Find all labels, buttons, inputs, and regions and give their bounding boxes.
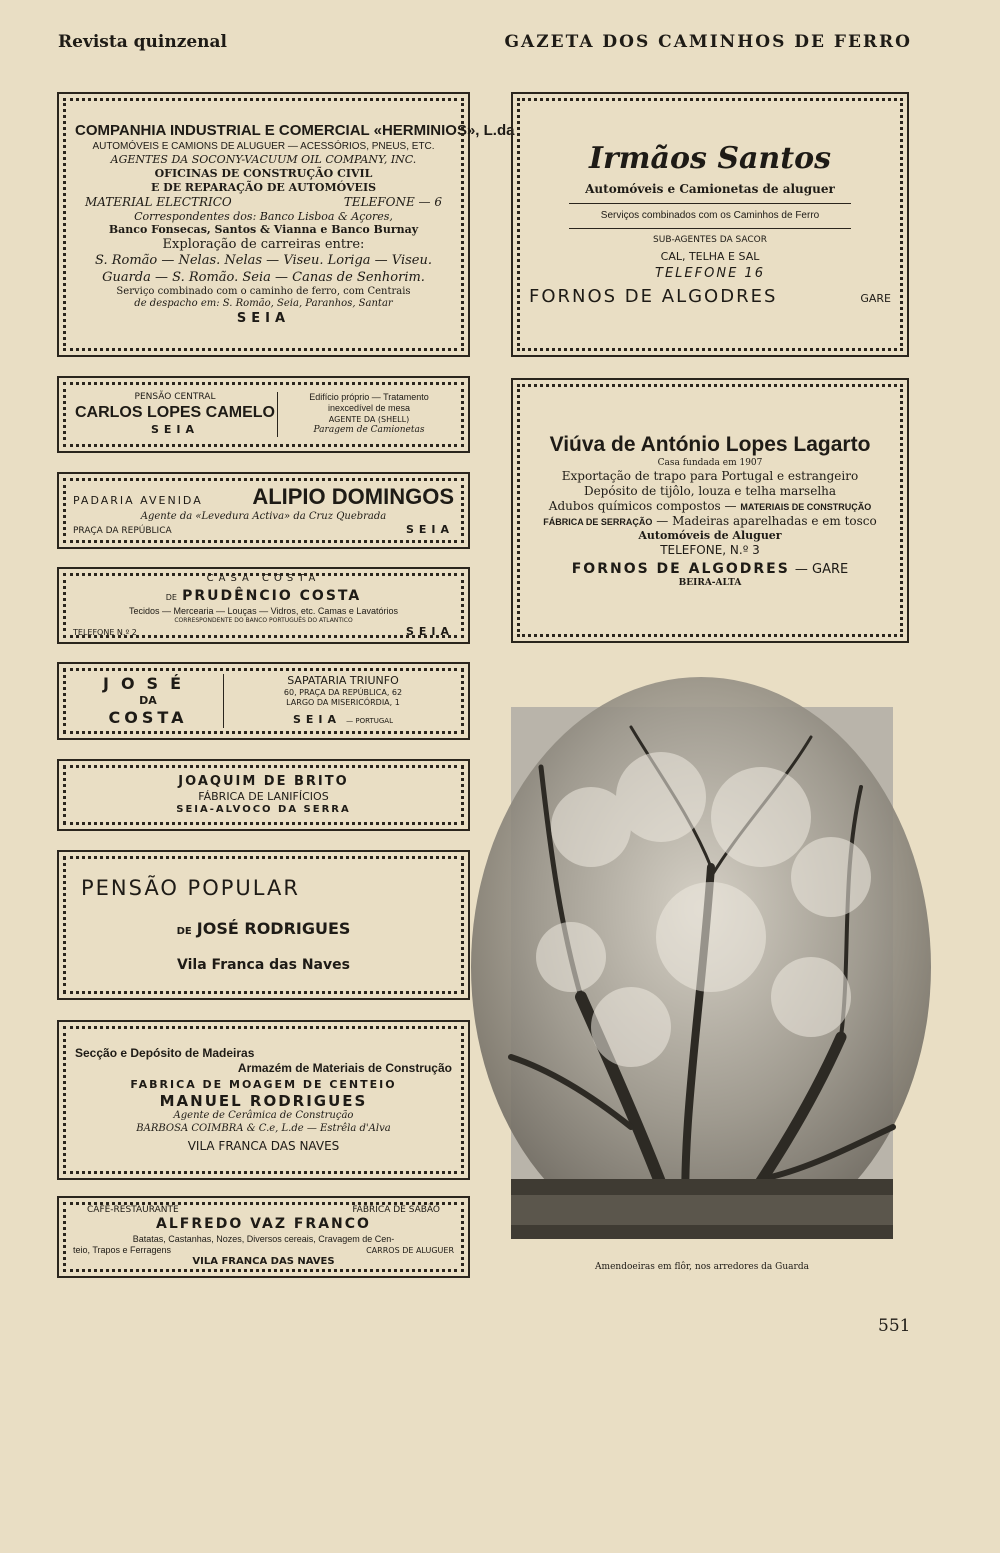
ad-city: SEIA (236, 310, 291, 326)
ad-line: PRAÇA DA REPÚBLICA (73, 526, 172, 537)
ad-gare: — GARE (794, 561, 849, 577)
ad-city: FORNOS DE ALGODRES (529, 286, 778, 308)
ad-line: BARBOSA COIMBRA & C.e, L.de — Estrêla d'Alva (136, 1122, 391, 1134)
ad-manuel-rodrigues (57, 1020, 470, 1180)
ad-line: FÁBRICA DE LANIFÍCIOS (198, 790, 329, 803)
ad-name: JOAQUIM DE BRITO (178, 773, 349, 789)
ad-line: PENSÃO CENTRAL (134, 392, 216, 402)
ad-line: FABRICA DE MOAGEM DE CENTEIO (130, 1077, 397, 1091)
ad-line: Exportação de trapo para Portugal e estrangeiro (561, 469, 859, 483)
ad-phone: TELEFONE, N.º 3 (660, 542, 760, 557)
ad-line: CASA COSTA (206, 572, 321, 584)
ad-phone: TELEFONE — 6 (343, 194, 442, 209)
ad-line: Automóveis de Aluguer (638, 529, 782, 542)
ad-line: Guarda — S. Romão. Seia — Canas de Senhorim. (102, 269, 425, 285)
ad-name: PRUDÊNCIO COSTA (182, 588, 362, 605)
ad-line: Armazém de Materiais de Construção (237, 1060, 452, 1075)
ad-line: inexcedível de mesa (327, 403, 411, 414)
running-header-right: GAZETA DOS CAMINHOS DE FERRO (504, 32, 912, 52)
ad-name: COSTA (108, 707, 188, 727)
ad-line: FABRICA DE SABÃO (352, 1205, 440, 1216)
ad-city: VILA FRANCA DAS NAVES (187, 1139, 340, 1154)
ad-phone: TELEFONE 16 (655, 266, 765, 282)
running-header-left: Revista quinzenal (58, 32, 228, 52)
ad-alipio-domingos (57, 472, 470, 549)
photo-caption: Amendoeiras em flôr, nos arredores da Guarda (595, 1262, 809, 1272)
ad-line: Exploração de carreiras entre: (162, 237, 365, 252)
ad-line: Edifício próprio — Tratamento (309, 392, 429, 402)
ad-line: Casa fundada em 1907 (657, 457, 763, 468)
ad-jose-da-costa: JOSÉ DA COSTA SAPATARIA TRIUNFO 60, PRAÇA DA REPÚBLICA, 62 LARGO DA MISERICÓRDIA, 1 SEIA — PORTUGAL (57, 662, 470, 740)
ad-line: Depósito de tijôlo, louza e telha marselha (583, 484, 837, 498)
ad-line: Agente de Cerâmica de Construção (173, 1110, 354, 1122)
ad-title: Viúva de António Lopes Lagarto (549, 432, 871, 456)
ad-line: DE (176, 926, 192, 938)
ad-city: FORNOS DE ALGODRES (571, 560, 790, 577)
ad-line: Serviço combinado com o caminho de ferro, com Centrais (116, 285, 411, 297)
ad-title: COMPANHIA INDUSTRIAL E COMERCIAL «HERMINIOS», L.da (75, 122, 515, 139)
ad-pensao-popular (57, 850, 470, 1000)
ad-gare: GARE (860, 292, 891, 306)
ad-city: SEIA (293, 712, 342, 726)
ad-title: PENSÃO POPULAR (81, 876, 300, 901)
ad-line: AUTOMÓVEIS E CAMIONS DE ALUGUER — ACESSÓRIOS, PNEUS, ETC. (92, 140, 435, 152)
ad-line: SAPATARIA TRIUNFO (287, 674, 399, 688)
ad-carlos-lopes-camelo (57, 376, 470, 453)
ad-region: BEIRA-ALTA (678, 578, 742, 589)
ad-phone: TELEFONE N.º 2 (73, 627, 137, 637)
ad-joaquim-de-brito (57, 759, 470, 831)
ad-line: OFICINAS DE CONSTRUÇÃO CIVIL (154, 167, 373, 180)
ad-line: Serviços combinados com os Caminhos de Ferro (600, 209, 820, 221)
ad-line: Secção e Depósito de Madeiras (75, 1045, 255, 1060)
ad-name: ALIPIO DOMINGOS (252, 484, 454, 510)
ad-name: ALFREDO VAZ FRANCO (156, 1216, 371, 1233)
ad-line: teio, Trapos e Ferragens (73, 1245, 172, 1256)
ad-alfredo-vaz-franco (57, 1196, 470, 1278)
ad-irmaos-santos (511, 92, 909, 357)
ad-line: FÁBRICA DE SERRAÇÃO (543, 517, 653, 527)
ad-line: Batatas, Castanhas, Nozes, Diversos cereais, Cravagem de Cen- (132, 1233, 395, 1244)
ad-name: MANUEL RODRIGUES (159, 1091, 368, 1110)
ad-line: MATERIAIS DE CONSTRUÇÃO (740, 502, 872, 512)
ad-line: Paragem de Camionetas (313, 424, 425, 435)
ad-name: JOSÉ (102, 674, 193, 694)
ad-line: DE (165, 593, 177, 603)
ad-city: Vila Franca das Naves (177, 957, 350, 974)
ad-line: CAL, TELHA E SAL (660, 250, 760, 264)
ad-name: DA (139, 694, 157, 708)
ad-prudencio-costa (57, 567, 470, 644)
ad-line: CAFÉ-RESTAURANTE (87, 1205, 179, 1216)
ad-line: de despacho em: S. Romão, Seia, Paranhos, Santar (134, 298, 393, 310)
ad-herminios (57, 92, 515, 357)
ad-line: CARROS DE ALUGUER (366, 1246, 454, 1256)
ad-line: AGENTE DA (SHELL) (328, 414, 410, 424)
ad-line: Adubos químicos compostos — (548, 499, 737, 513)
almond-tree-photo (511, 707, 893, 1553)
ad-line: — Madeiras aparelhadas e em tosco (656, 514, 877, 528)
ad-line: SEIA-ALVOCO DA SERRA (176, 803, 351, 815)
ad-city: SEIA (150, 423, 200, 437)
ad-line: E DE REPARAÇÃO DE AUTOMÓVEIS (150, 180, 377, 194)
ad-name: CARLOS LOPES CAMELO (74, 404, 275, 422)
page-number: 551 (878, 1316, 911, 1336)
ad-name: JOSÉ RODRIGUES (196, 919, 351, 939)
ad-line: LARGO DA MISERICÓRDIA, 1 (286, 697, 400, 707)
ad-viuva-lopes-lagarto (511, 378, 909, 643)
ad-line: Tecidos — Mercearia — Louças — Vidros, etc. Camas e Lavatórios (129, 605, 398, 616)
ad-line: MATERIAL ELECTRICO (85, 194, 232, 209)
ad-line: Banco Fonsecas, Santos & Vianna e Banco Burnay (108, 223, 419, 237)
ad-line: Agente da «Levedura Activa» da Cruz Quebrada (140, 510, 387, 522)
ad-line: 60, PRAÇA DA REPÚBLICA, 62 (283, 687, 403, 697)
ad-title: Irmãos Santos (588, 141, 832, 177)
ad-city: VILA FRANCA DAS NAVES (192, 1256, 335, 1268)
ad-city: SEIA (405, 523, 454, 537)
ad-line: CORRESPONDENTE DO BANCO PORTUGUÊS DO ATLANTICO (174, 617, 353, 624)
ad-line: S. Romão — Nelas. Nelas — Viseu. Loriga — Viseu. (95, 253, 432, 269)
ad-line: PADARIA AVENIDA (73, 494, 203, 508)
ad-country: PORTUGAL (355, 716, 393, 725)
ad-line: SUB-AGENTES DA SACOR (653, 235, 767, 246)
ad-line: AGENTES DA SOCONY-VACUUM OIL COMPANY, INC. (110, 153, 417, 167)
ad-line: Correspondentes dos: Banco Lisboa & Açores, (134, 209, 393, 223)
ad-line: Automóveis e Camionetas de aluguer (585, 181, 835, 196)
ad-city: SEIA (405, 624, 454, 638)
